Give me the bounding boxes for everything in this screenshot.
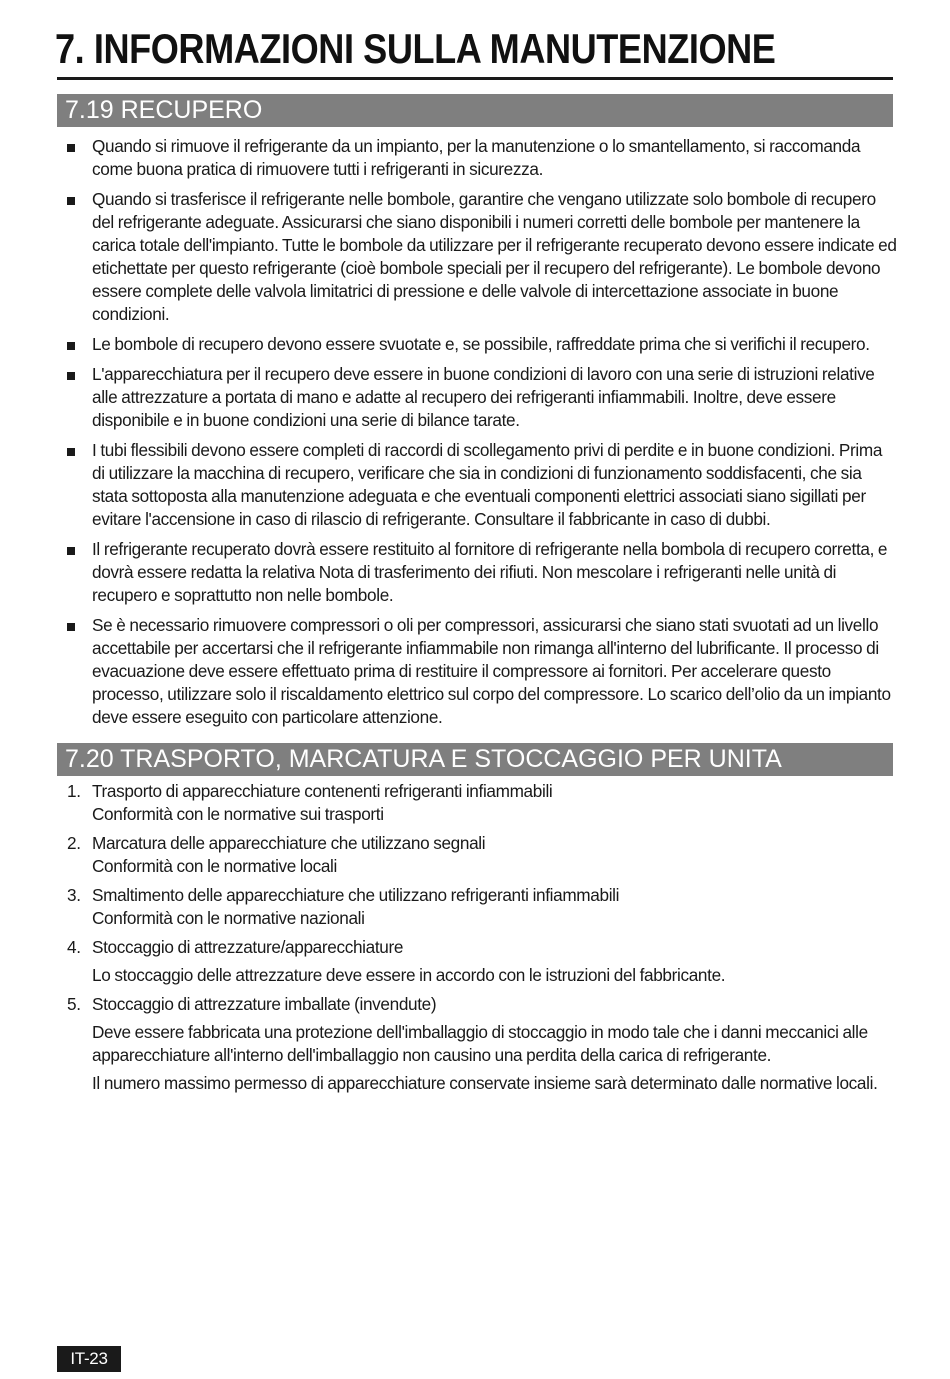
list-item xyxy=(57,538,897,607)
item-number: 4. xyxy=(67,937,81,957)
list-item xyxy=(57,614,897,729)
item-number: 5. xyxy=(67,994,81,1014)
item-paragraph: Lo stoccaggio delle attrezzature deve essere in accordo con le istruzioni del fabbricante. xyxy=(92,965,726,985)
item-title: Marcatura delle apparecchiature che utilizzano segnali xyxy=(92,833,486,853)
item-title: Stoccaggio di attrezzature/apparecchiature xyxy=(92,937,404,957)
item-detail: Conformità con le normative sui trasporti xyxy=(92,804,384,824)
page-number-badge: IT-23 xyxy=(57,1346,121,1372)
item-number: 1. xyxy=(67,781,81,801)
bullet-text: Se è necessario rimuovere compressori o oli per compressori, assicurarsi che siano stati svuotati ad un livello accettabile per accertarsi che il refrigerante infiammabile non rimanga all'interno del lubrificante. Il processo di evacuazione deve essere effettuato prima di restituire il compressore ai fornitori. Per accelerare questo processo, utilizzare solo il riscaldamento elettrico sul corpo del compressore. Lo scarico dell’olio da un impianto deve essere eseguito con particolare attenzione. xyxy=(92,615,891,727)
item-number: 3. xyxy=(67,885,81,905)
bullet-square-icon xyxy=(67,197,75,205)
list-item xyxy=(57,188,897,326)
bullet-text: Le bombole di recupero devono essere svuotate e, se possibile, raffreddate prima che si verifichi il recupero. xyxy=(92,334,870,354)
list-item xyxy=(57,832,897,878)
trasporto-numbered-list xyxy=(57,780,897,1101)
item-title: Smaltimento delle apparecchiature che utilizzano refrigeranti infiammabili xyxy=(92,885,620,905)
bullet-text: L'apparecchiatura per il recupero deve essere in buone condizioni di lavoro con una serie di istruzioni relative alle attrezzature a portata di mano e adatte al recupero dei refrigeranti infiammabili. Inoltre, deve essere disponibile e in buone condizioni una serie di bilance tarate. xyxy=(92,364,875,430)
section-heading-trasporto: 7.20 TRASPORTO, MARCATURA E STOCCAGGIO PER UNITA xyxy=(57,743,893,776)
bullet-square-icon xyxy=(67,342,75,350)
bullet-text: Quando si trasferisce il refrigerante nelle bombole, garantire che vengano utilizzate solo bombole di recupero del refrigerante adeguate. Assicurarsi che siano disponibili i numeri corretti delle bombole per mantenere la carica totale dell'impianto. Tutte le bombole da utilizzare per il refrigerante recuperato devono essere indicate ed etichettate per questo refrigerante (cioè bombole speciali per il recupero del refrigerante). Le bombole devono essere complete delle valvola limitatrici di pressione e delle valvole di intercettazione associate in buone condizioni. xyxy=(92,189,897,324)
list-item xyxy=(57,439,897,531)
list-item xyxy=(57,780,897,826)
item-title: Stoccaggio di attrezzature imballate (invendute) xyxy=(92,994,437,1014)
section-heading-recupero: 7.19 RECUPERO xyxy=(57,94,893,127)
item-detail: Conformità con le normative nazionali xyxy=(92,908,365,928)
list-item xyxy=(57,993,897,1095)
bullet-text: Il refrigerante recuperato dovrà essere restituito al fornitore di refrigerante nella bombola di recupero corretta, e dovrà essere redatta la relativa Nota di trasferimento dei rifiuti. Non mescolare i refrigeranti nelle unità di recupero e soprattutto non nelle bombole. xyxy=(92,539,888,605)
bullet-square-icon xyxy=(67,448,75,456)
item-number: 2. xyxy=(67,833,81,853)
item-detail: Conformità con le normative locali xyxy=(92,856,337,876)
recupero-bullet-list xyxy=(57,135,897,736)
list-item xyxy=(57,363,897,432)
list-item xyxy=(57,884,897,930)
bullet-text: I tubi flessibili devono essere completi di raccordi di scollegamento privi di perdite e in buone condizioni. Prima di utilizzare la macchina di recupero, verificare che sia in condizioni di funzionamento soddisfacenti, che sia stata sottoposta alla manutenzione adeguata e che eventuali componenti elettrici associati siano sigillati per evitare l'accensione in caso di rilascio di refrigerante. Consultare il fabbricante in caso di dubbi. xyxy=(92,440,883,529)
item-paragraph: Il numero massimo permesso di apparecchiature conservate insieme sarà determinato dalle normative locali. xyxy=(92,1073,878,1093)
bullet-square-icon xyxy=(67,623,75,631)
bullet-square-icon xyxy=(67,144,75,152)
bullet-text: Quando si rimuove il refrigerante da un impianto, per la manutenzione o lo smantellamento, si raccomanda come buona pratica di rimuovere tutti i refrigeranti in sicurezza. xyxy=(92,136,861,179)
bullet-square-icon xyxy=(67,372,75,380)
list-item xyxy=(57,936,897,987)
item-title: Trasporto di apparecchiature contenenti refrigeranti infiammabili xyxy=(92,781,553,801)
list-item xyxy=(57,135,897,181)
list-item xyxy=(57,333,897,356)
bullet-square-icon xyxy=(67,547,75,555)
page-title: 7. INFORMAZIONI SULLA MANUTENZIONE xyxy=(55,25,776,72)
title-divider xyxy=(57,77,893,80)
item-paragraph: Deve essere fabbricata una protezione dell'imballaggio di stoccaggio in modo tale che i danni meccanici alle apparecchiature all'interno dell'imballaggio non causino una perdita della carica di refrigerante. xyxy=(92,1022,868,1065)
